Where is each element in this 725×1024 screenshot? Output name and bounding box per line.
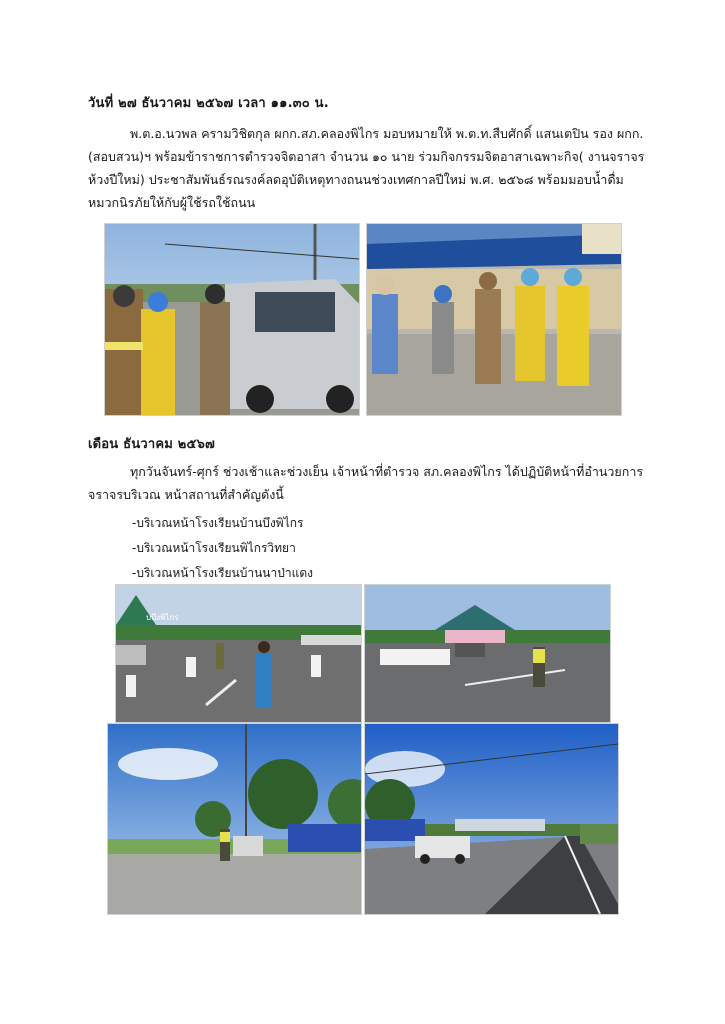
- photo-tent-volunteers: [366, 223, 622, 416]
- photo-checkpoint-van: [104, 223, 360, 416]
- section1-paragraph: พ.ต.อ.นวพล ครามวิชิตกุล ผกก.สภ.คลองพิไกร มอบหมายให้ พ.ต.ท.สืบศักดิ์ แสนเตปิน รอง ผกก.(สอบสวน)ฯ พร้อมข้าราชการตำรวจจิตอาสา จำนวน ๑๐ นาย ร่วมกิจกรรมจิตอาสาเฉพาะกิจ( งานจราจร ห้วงปีใหม่) ประชาสัมพันธ์รณรงค์ลดอุบัติเหตุทางถนนช่วงเทศกาลปีใหม่ พ.ศ. ๒๕๖๘ พร้อมมอบน้ำดื่ม หมวกนิรภัยให้กับผู้ใช้รถใช้ถนน: [88, 126, 645, 210]
- photo-school-sign: [107, 723, 362, 915]
- photo-children-crossing: [115, 584, 362, 723]
- location-item: -บริเวณหน้าโรงเรียนบ้านบึงพิไกร: [132, 516, 304, 530]
- photo-sign-text: บบึงพิไกร: [146, 613, 179, 622]
- section1-heading: วันที่ ๒๗ ธันวาคม ๒๕๖๗ เวลา ๑๑.๓๐ น.: [88, 96, 329, 111]
- photo-school-group: [364, 584, 611, 723]
- section2-heading: เดือน ธันวาคม ๒๕๖๗: [88, 437, 215, 452]
- location-item: -บริเวณหน้าโรงเรียนพิไกรวิทยา: [132, 541, 296, 555]
- location-item: -บริเวณหน้าโรงเรียนบ้านนาป่าแดง: [132, 566, 313, 580]
- section2-paragraph: ทุกวันจันทร์-ศุกร์ ช่วงเช้าและช่วงเย็น เจ้าหน้าที่ตำรวจ สภ.คลองพิไกร ได้ปฏิบัติหน้าที่อำนวยการจราจรบริเวณ หน้าสถานที่สำคัญดังนี้: [88, 464, 644, 502]
- photo-road-view: [364, 723, 619, 915]
